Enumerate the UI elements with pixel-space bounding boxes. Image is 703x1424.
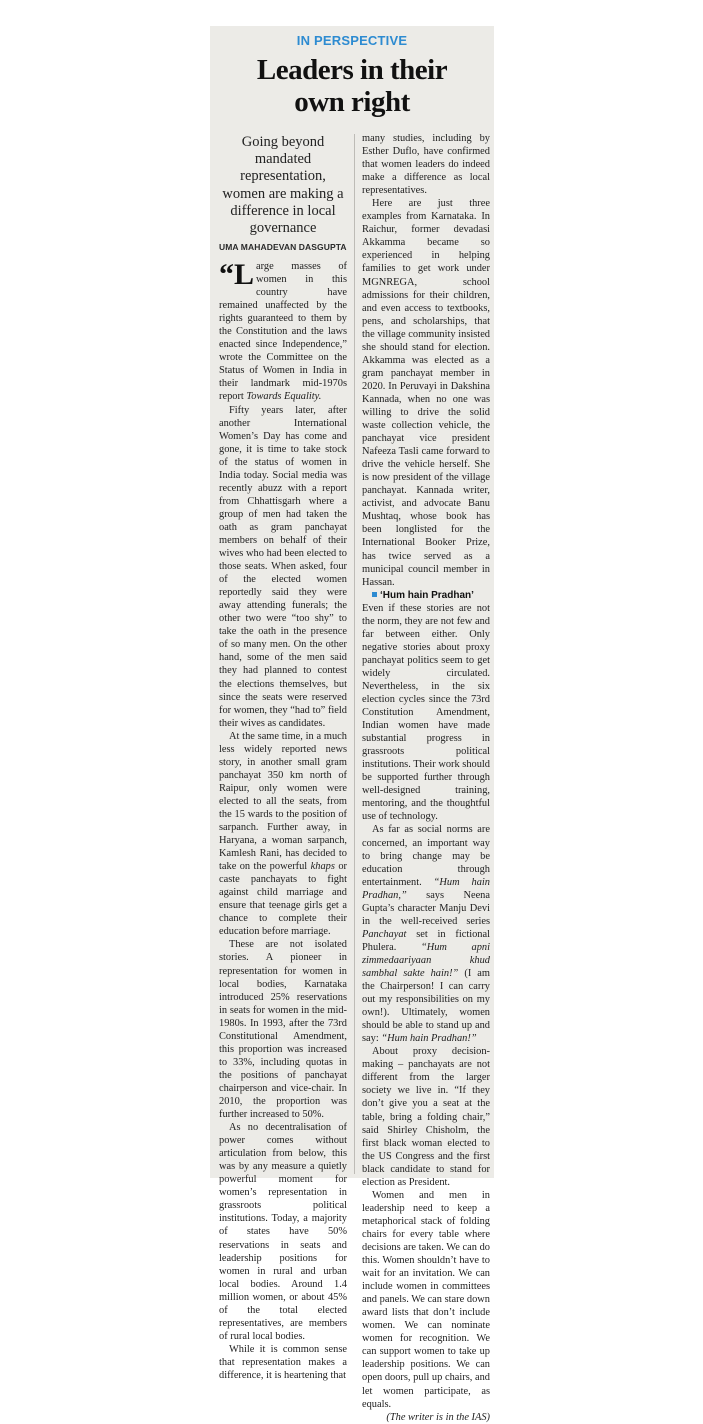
paragraph: Women and men in leadership need to keep a metaphorical stack of folding chairs for every table where decisions are taken. We can do this. Women shouldn’t have to wait for an invitation. We can include women in committees and panels. We can stare down award lists that don’t include women. We can nominate women for recognition. We can support women to take up leadership positions. We can open doors, pull up chairs, and let women participate, as equals. — [362, 1189, 490, 1410]
paragraph: These are not isolated stories. A pioneer in representation for women in local bodies, Karnataka introduced 25% reservations in seats for women in the mid-1980s. In 1993, after the 73rd Constitutional Amendment, this proportion was increased to 33%, including quotas in the positions of panchayat chairperson and vice-chair. In 2010, the proportion was further increased to 50%. — [219, 939, 347, 1121]
byline: UMA MAHADEVAN DASGUPTA — [219, 242, 347, 252]
paragraph: Here are just three examples from Karnataka. In Raichur, former devadasi Akkamma became so experienced in helping families to get work under MGNREGA, school admissions for their children, and even access to textbooks, pens, and scholarships, that the village community insisted she should stand for election. Akkamma was elected as a gram panchayat member in 2020. In Peruvayi in Dakshina Kannada, when no one was willing to drive the solid waste collection vehicle, the panchayat vice president Nafeeza Tasli came forward to drive the vehicle herself. She is now president of the village panchayat. Kannada writer, activist, and advocate Banu Mushtaq, whose book has been longlisted for the International Booker Prize, has twice served as a municipal council member in Hassan. — [362, 198, 490, 588]
paragraph-text: arge masses of women in this country have remained unaffected by the rights guaranteed to them by the Constitution and the laws enacted since Independence,” wrote the Committee on the Status of Women in India in their landmark mid-1970s report — [219, 261, 347, 403]
paragraph-text: says Neena Gupta’s character Manju Devi in the well-received series — [362, 889, 490, 927]
paragraph-text: set in fictional Phulera. — [362, 928, 490, 953]
paragraph: As no decentralisation of power comes without articulation from below, this was by any measure a quietly powerful moment for women’s representation in grassroots political institutions. Today, a majority of states have 50% reservations in seats and leadership positions for women in rural and urban local bodies. Around 1.4 million women, or about 45% of the total elected representatives, are members of rural local bodies. — [219, 1122, 347, 1342]
emphasis: khaps — [310, 861, 335, 873]
drop-cap: “L — [219, 258, 255, 291]
quote: “Hum hain Pradhan!” — [381, 1033, 477, 1045]
section-kicker: IN PERSPECTIVE — [296, 33, 408, 48]
paragraph: Fifty years later, after another International Women’s Day has come and gone, it is time to take stock of the status of women in India today. Social media was recently abuzz with a report from Chhattisgarh where a group of men had taken the oath as gram panchayat members on behalf of their wives who had been elected to those seats. When asked, four of the elected women reportedly said they were away attending funerals; the other two were “too shy” to take the oath in the presence of so many men. On the other hand, some of the men said they had planned to contest the elections themselves, but since the seats were reserved for women, they “had to” field their wives as candidates. — [219, 404, 347, 729]
paragraph-text: At the same time, in a much less widely reported news story, in another small gram panchayat 350 km north of Raipur, only women were elected to all the seats, from the 15 wards to the position of sarpanch. Further away, in Haryana, a woman sarpanch, Kamlesh Rani, has decided to take on the powerful — [219, 730, 347, 873]
paragraph: many studies, including by Esther Duflo, have confirmed that women leaders do indeed make a difference as local representatives. — [362, 133, 490, 197]
column-1 — [219, 260, 347, 1382]
paragraph: While it is common sense that representation makes a difference, it is heartening that — [219, 1343, 347, 1381]
paragraph — [219, 730, 347, 939]
bullet-square-icon — [372, 592, 377, 597]
headline-line-2: own right — [294, 86, 410, 118]
column-2 — [362, 132, 490, 1424]
subhead-text: ‘Hum hain Pradhan’ — [380, 589, 474, 601]
report-title: Towards Equality. — [246, 391, 322, 403]
paragraph — [362, 823, 490, 1045]
deck-standfirst: Going beyond mandated representation, women are making a difference in local governance — [222, 134, 344, 237]
paragraph-text: or caste panchayats to fight against child marriage and ensure that teenage girls get a chance to complete their education before marriage. — [219, 861, 347, 938]
headline — [210, 54, 494, 118]
paragraph: Even if these stories are not the norm, they are not few and far between either. Only negative stories about proxy panchayat politics seem to get widely circulated. Nevertheless, in the six election cycles since the 73rd Constitution Amendment, Indian women have made substantial progress in grassroots political institutions. Their work should be supported further through well-designed training, mentoring, and the thoughtful use of technology. — [362, 602, 490, 823]
subhead — [362, 589, 490, 602]
column-divider — [354, 134, 355, 1174]
quote: “Hum hain Pradhan,” — [362, 876, 490, 901]
signoff: (The writer is in the IAS) — [386, 1411, 490, 1423]
headline-line-1: Leaders in their — [256, 54, 448, 86]
series-title: Panchayat — [362, 928, 407, 940]
paragraph-text: As far as social norms are concerned, an important way to bring change may be education through entertainment. — [362, 824, 490, 888]
paragraph — [219, 260, 347, 404]
quote: “Hum apni zimmedaariyaan khud sambhal sakte hain!” — [362, 941, 490, 979]
paragraph: About proxy decision-making – panchayats are not different from the larger society we live in. “If they don’t give you a seat at the table, bring a folding chair,” said Shirley Chisholm, the first black woman elected to the US Congress and the first black candidate to stand for election as President. — [362, 1046, 490, 1188]
paragraph-text: (I am the Chairperson! I can carry out my responsibilities on my own!). Ultimately, women should be able to stand up and say: — [362, 968, 490, 1045]
